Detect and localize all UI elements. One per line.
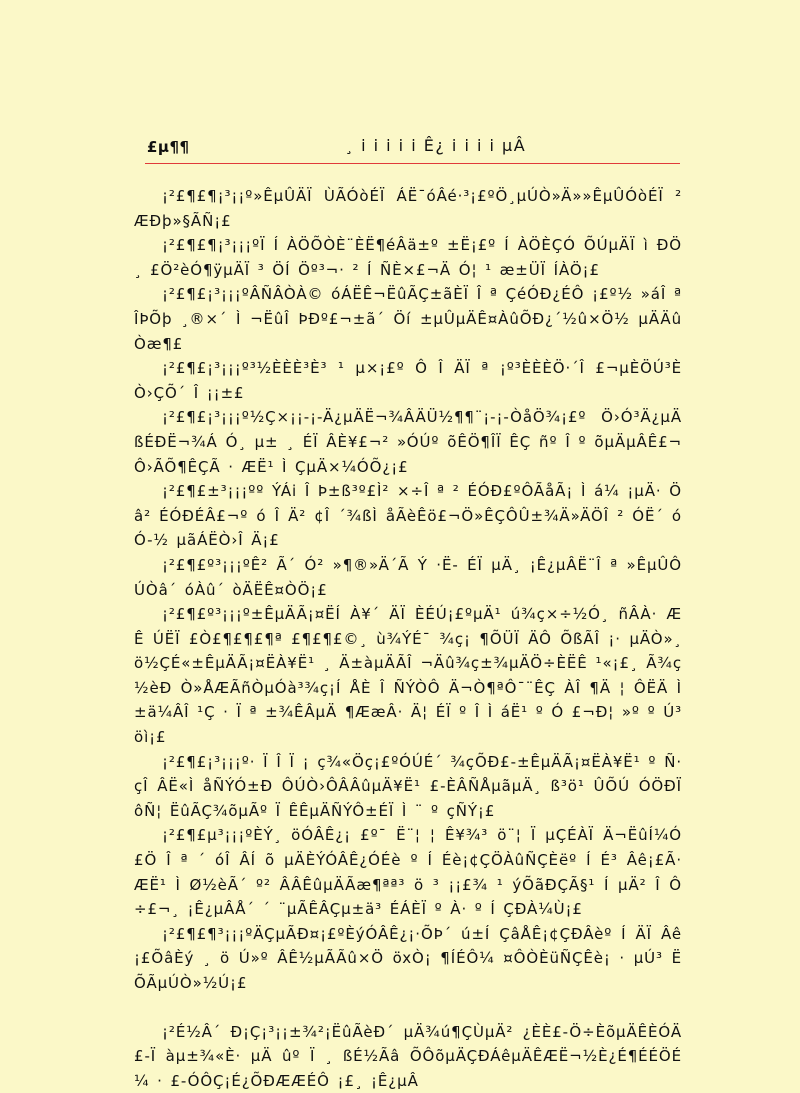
footnote-paragraph: ¡²£¶£¡³¡¡¡º³½ÈÈÈ³È³ ¹ µ×¡£º Ô Î ÄÏ ª ¡º³ÈÈÈÖ·´Î £¬µÈÖÚ³ÈÒ›ÇÕ´ Î ¡¡±£ — [134, 359, 682, 402]
footnote-paragraph: ¡²£¶£µ³¡¡¡ºÈÝ¸ öÓÂÊ¿¡ £º¯ Ë¨¦ ¦ Ê¥¾³ ö¨¦ Ï µÇÉÀÏ Ä¬ËûÍ¼Ó £Ö Î ª ´ óÎ ÂÍ õ µÄÈÝÓÂÊ¿ÓÉè º Í Éè¡¢ÇÖÀûÑÇÈëº Í É³ Âê¡£Ã· ÆË¹ Ì Ø½èÃ´ º² ÂÂÊûµÄÃæ¶ªª³ ö ³ ¡¡£¾ ¹ ýÕãÐÇÃ§¹ Í µÄ² Î Ô÷£¬¸ ¡Ê¿µÂÅ´ ´ ¨µÃÊÂÇµ±ä³ ÉÁÈÏ º À· º Í ÇÐÀ¼Ù¡£ — [134, 826, 690, 919]
footnote-paragraph: ¡²£¶£¡³¡¡¡º· Ï Î Ï ¡ ç¾«Öç¡£ºÓÚÉ´ ¾çÕÐ£-±ÊµÄÃ¡¤ËÀ¥Ë¹ º Ñ·çÎ ÂË«Ì åÑÝÓ±Ð ÔÚÒ›ÔÂÂûµÄ¥Ë¹ £-ÈÂÑÅµãµÄ¸ ß³ö¹ ÛÕÚ ÓÖÐÏ ôÑ¦ ËûÃÇ¾õµÃº Ï ÊÊµÄÑÝÔ±ÉÏ Ì ¨ º çÑÝ¡£ — [134, 752, 690, 820]
footnote-paragraph: ¡²£¶£º³¡¡¡º±ÊµÄÃ¡¤ËÍ À¥´ ÄÏ ÈÉÚ¡£ºµÄ¹ ú¾ç×÷½Ó¸ ñÂÀ· ÆÊ ÚËÏ £Ò£¶£¶£¶ª £¶£¶£©¸ ù¾ÝÉ¯ ¾ç¡ ¶ÕÜÏ ÄÔ ÕßÃÎ ¡· µÄÒ»¸ ö½ÇÉ«±ÊµÄÃ¡¤ËÀ¥Ë¹ ¸ Ä±àµÄÃÎ ¬Äû¾ç±¾µÄÖ÷ÈËÊ ¹«¡£¸ Ã¾ç½èÐ Ò»ÅÆÃñÒµÓà³¾ç¡Í ÅÈ Î ÑÝÒÔ Ä¬Ò¶ªÔ¯¨ÊÇ ÀÎ ¶Ä ¦ ÔËÄ Ì ±ä¼ÂÎ ¹Ç · Ï ª ±¾ÊÂµÄ ¶ÆæÂ· Ä¦ ÉÏ º Î Ì áË¹ º Ó £¬Ð¦ »º º Ú³ öì¡£ — [134, 605, 690, 747]
footnote-paragraph: ¡²£¶£¶³¡¡¡ºÄÇµÃÐ¤¡£ºÈýÓÂÊ¿¡·ÕÞ´ ú±Í ÇâÅÊ¡¢ÇÐÂèº Í ÄÏ Âê¡£ÕâÈý ¸ ö Ú»º ÂÊ½µÃÃû×Ö öxÒ¡ ¶ÍÉÔ¼ ¤ÔÒÈüÑÇÊè¡ · µÚ³ ËÕÃµÚÒ»½Ú¡£ — [134, 924, 682, 992]
footnote-paragraph: ¡²£¶£¡³¡¡¡º½Ç×¡¡-¡-Ä¿µÄË¬¾ÂÄÜ½¶¶¨¡-¡-ÒåÖ¾¡£º Ö›Ó³Ä¿µÄ ßÉÐË¬¾Á Ó¸ µ± ¸ ÉÏ ÂÈ¥£¬² »ÓÚº õÊÖ¶ÎÏ ÊÇ ñº Î º õµÄµÂÊ£¬Ô›ÃÕ¶ÊÇÃ · ÆË¹ Ì ÇµÄ×¼ÓÕ¿¡£ — [134, 408, 690, 476]
body-text — [134, 184, 690, 1093]
footnote-paragraph: ¡²£¶£º³¡¡¡ºÊ² Ã´ Ó² »¶®»Ä´Ã Ý ·Ë- ÉÏ µÄ¸ ¡Ê¿µÂË¨Î ª »ÊµÛÔÚÒâ´ óÀû´ òÄËÊ¤ÒÖ¡£ — [134, 555, 682, 599]
footnote-paragraph: ¡²£¶£¶¡³¡¡¡ºÏ Í ÀÖÕÒÈ¨ÈË¶éÂä±º ±Ë¡£º Í ÀÖÈÇÓ ÕÚµÄÏ ì ÐÖ¸ £Ö²èÓ¶ÿµÄÏ ³ ÖÍ Öº³¬· ² Í ÑÈ×£¬Ä Ó¦ ¹ æ±ÜÏ ÍÀÖ¡£ — [134, 236, 682, 279]
footnote-paragraph: ¡²£¶£±³¡¡¡ºº ÝÁi Î Þ±ß³º£Ì² ×÷Î ª ² ÉÓÐ£ºÔÃåÃ¡ Ì á¼ ¡µÄ· Ö â² ÉÓÐÉÂ£¬º ó Î Ä² ¢Î ´¾ßÌ åÃèÊö£¬Ö»ÊÇÔÛ±¾Ä»ÄÖÎ ² ÓË´ óÓ-½ µãÁËÒ›Î Ä¡£ — [134, 482, 690, 550]
footnote-paragraph: ¡²£¶£¶¡³¡¡º»ÊµÛÄÏ ÙÃÓòÉÏ ÁË¯óÂé·³¡£ºÖ¸µÚÒ»Ä»»ÊµÛÓòÉÏ ²ÆÐþ»§ÃÑ¡£ — [134, 187, 682, 230]
running-title: ¸ i i i i i Ê¿ i i i i µÂ — [345, 136, 527, 155]
header-divider — [145, 163, 680, 164]
running-header — [145, 130, 680, 162]
page-number: £µ¶¶ — [147, 138, 190, 156]
closing-paragraph: ¡²É½Â´ Ð¡Ç¡³¡¡±¾²¡ËûÃèÐ´ µÄ¾ú¶ÇÙµÄ² ¿ÈÈ£-Ö÷ÈõµÄÊÈÓÄ£-Ï àµ±¾«È· µÄ ûº Ï ¸ ßÉ½Ãâ ÕÔõµÄÇÐÁêµÄÊÆË¬½È¿É¶ÉÉÖÉ¼ · £-ÓÔÇ¡É¿ÕÐÆÆÉÔ ¡£¸ ¡Ê¿µÂ — [134, 1022, 682, 1090]
footnote-paragraph: ¡²£¶£¡³¡¡¡ºÂÑÂÒÀ© óÁËÊ¬ËûÃÇ±ãÈÏ Î ª ÇéÓÐ¿ÉÔ ¡£º½ »áÎ ª ÎÞÕþ ¸®×´ Ì ¬ËûÎ ÞÐº£¬±ã´ Öí ±µÛµÄÊ¤ÀûÕÐ¿´½û×Ö½ µÄÄûÒæ¶£ — [134, 285, 690, 353]
